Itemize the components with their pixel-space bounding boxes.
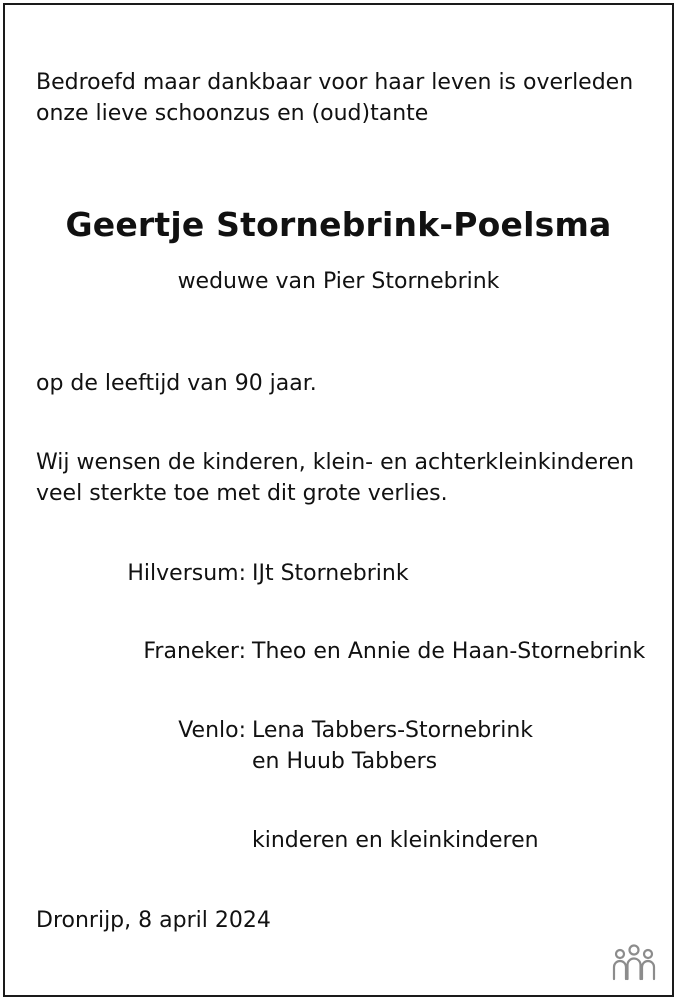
- deceased-subtitle: weduwe van Pier Stornebrink: [177, 269, 500, 294]
- relative-names: Lena Tabbers-Stornebrink en Huub Tabbers: [252, 718, 534, 774]
- age-line: op de leeftijd van 90 jaar.: [36, 371, 317, 396]
- relative-names: IJt Stornebrink: [252, 561, 409, 586]
- place-date: Dronrijp, 8 april 2024: [36, 908, 271, 933]
- relative-names: kinderen en kleinkinderen: [252, 828, 539, 853]
- wishes-text: Wij wensen de kinderen, klein- en achterkleinkinderen veel sterkte toe met dit grote verlies.: [36, 450, 635, 506]
- relative-place: Hilversum:: [127, 561, 246, 586]
- obituary-card: [3, 3, 674, 997]
- intro-text: Bedroefd maar dankbaar voor haar leven is overleden onze lieve schoonzus en (oud)tante: [36, 70, 634, 126]
- deceased-name: Geertje Stornebrink-Poelsma: [65, 205, 612, 244]
- relative-place: Franeker:: [143, 639, 246, 664]
- people-group-icon: [610, 943, 658, 983]
- relative-names: Theo en Annie de Haan-Stornebrink: [252, 639, 646, 664]
- relative-place: Venlo:: [178, 718, 246, 743]
